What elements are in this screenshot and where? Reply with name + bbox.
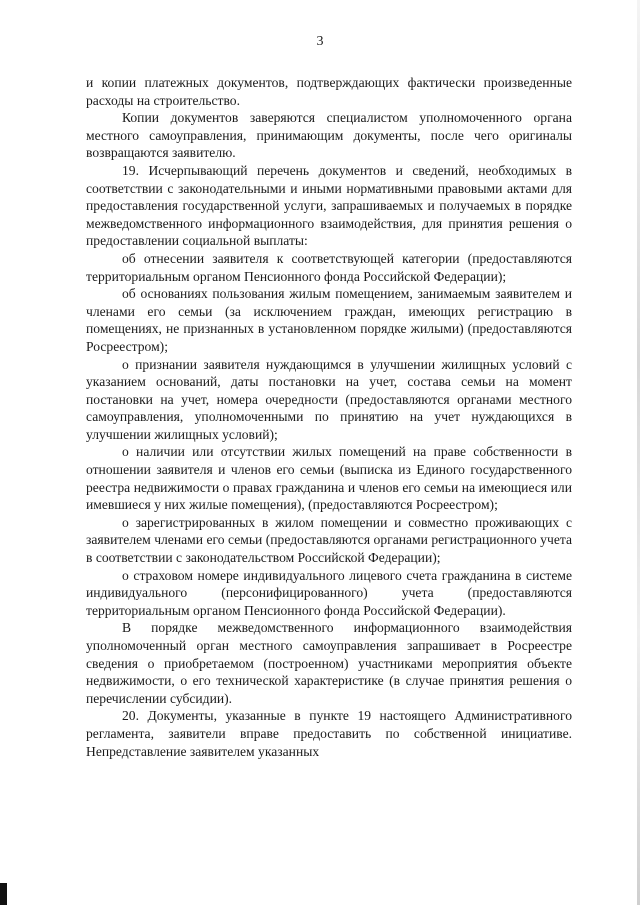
paragraph-9: о страховом номере индивидуального лицевого счета гражданина в системе индивидуального (персонифицированного) учета (предоставляются территориальным органом Пенсионного фонда Российской Федерации). bbox=[86, 567, 572, 618]
paragraph-7: о наличии или отсутствии жилых помещений на праве собственности в отношении заявителя и членов его семьи (выписка из Единого государственного реестра недвижимости о правах гражданина и членов его семьи на имеющиеся или имевшиеся у них жилые помещения), (предоставляются Росреестром); bbox=[86, 444, 572, 513]
paragraph-6: о признании заявителя нуждающимся в улучшении жилищных условий с указанием оснований, даты постановки на учет, состава семьи на момент постановки на учет, номера очередности (предоставляются органами местного самоуправления, уполномоченными по принятию на учет нуждающихся в улучшении жилищных условий); bbox=[86, 356, 572, 442]
paragraph-3: 19. Исчерпывающий перечень документов и сведений, необходимых в соответствии с законодательными и иными нормативными правовыми актами для предоставления государственной услуги, запрашиваемых и получаемых в порядке межведомственного информационного взаимодействия, для принятия решения о предоставлении социальной выплаты: bbox=[86, 162, 572, 249]
document-body bbox=[86, 74, 572, 760]
scan-corner-mark bbox=[0, 883, 7, 905]
paragraph-4: об отнесении заявителя к соответствующей категории (предоставляются территориальным органом Пенсионного фонда Российской Федерации); bbox=[86, 250, 572, 284]
page-number: 3 bbox=[316, 34, 324, 49]
paragraph-8: о зарегистрированных в жилом помещении и совместно проживающих с заявителем членами его семьи (предоставляются органами регистрационного учета в соответствии с законодательством Российской Федерации); bbox=[86, 514, 572, 566]
paragraph-5: об основаниях пользования жилым помещением, занимаемым заявителем и членами его семьи (за исключением граждан, имеющих регистрацию в помещениях, не признанных в установленном порядке жилыми) (предоставляются Росреестром); bbox=[86, 286, 572, 354]
paragraph-1: и копии платежных документов, подтверждающих фактически произведенные расходы на строительство. bbox=[86, 75, 572, 108]
paragraph-11: 20. Документы, указанные в пункте 19 настоящего Административного регламента, заявители вправе предоставить по собственной инициативе. Непредставление заявителем указанных bbox=[86, 708, 572, 759]
paragraph-10: В порядке межведомственного информационного взаимодействия уполномоченный орган местного самоуправления запрашивает в Росреестре сведения о приобретаемом (построенном) участниками мероприятия объекте недвижимости, о его технической характеристике (в случае принятия решения о перечислении субсидии). bbox=[86, 620, 572, 706]
paragraph-2: Копии документов заверяются специалистом уполномоченного органа местного самоуправления, принимающим документы, после чего оригиналы возвращаются заявителю. bbox=[86, 110, 572, 161]
